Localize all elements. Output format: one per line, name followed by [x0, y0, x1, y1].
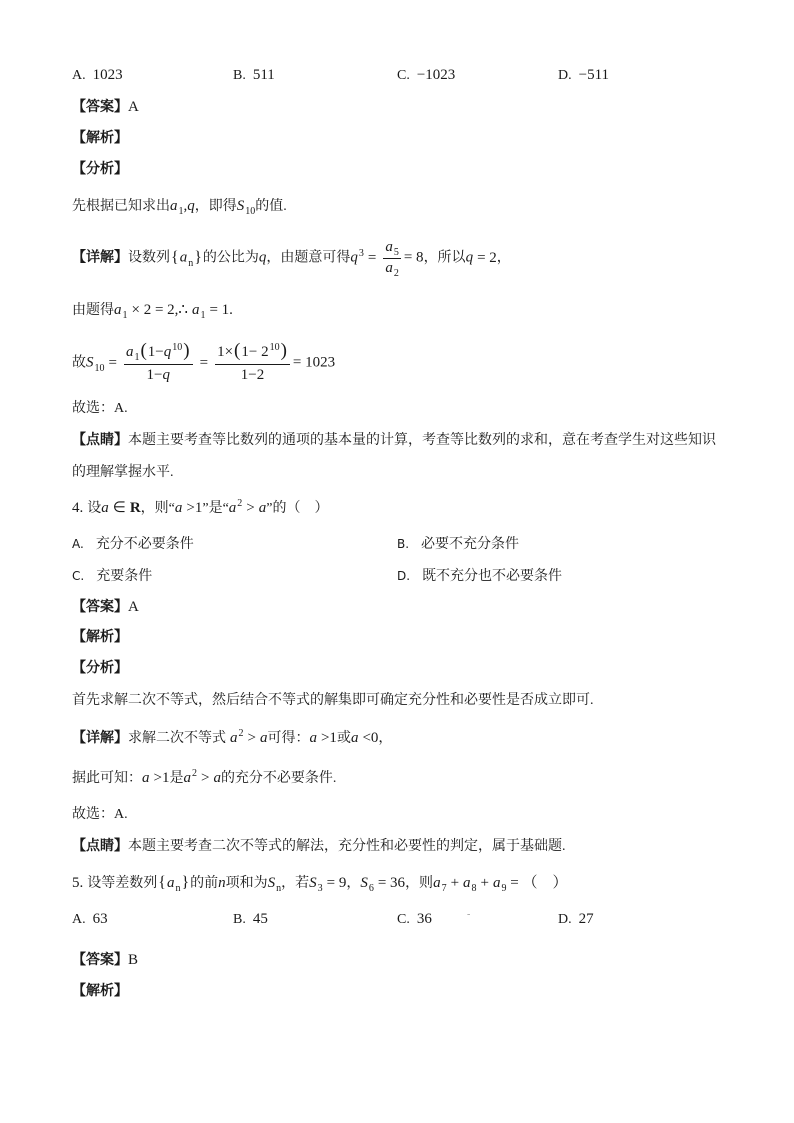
math-var: a	[309, 730, 317, 746]
math-var: a	[213, 770, 221, 786]
math-paren: (	[140, 340, 147, 361]
math-var: q	[163, 344, 172, 360]
text-run: ，若	[281, 876, 310, 891]
text-run: 的值.	[255, 199, 287, 214]
answer-tag: 【答案】	[72, 100, 128, 115]
math-var: q	[162, 367, 171, 383]
math-brace: {	[171, 248, 179, 266]
math-op: +	[480, 875, 489, 891]
math-paren: )	[280, 340, 287, 361]
q4-conclusion	[72, 805, 128, 825]
option-text: 充分不必要条件	[95, 537, 194, 552]
text-run: ，即得	[194, 199, 237, 214]
text-run: ，则“	[140, 501, 175, 516]
math-brace: {	[158, 874, 166, 891]
option-text: 必要不充分条件	[421, 537, 520, 552]
math-var: a	[142, 770, 150, 786]
q4-detail-line-1	[72, 728, 392, 748]
option-text: 充要条件	[96, 569, 153, 584]
math-set: R	[129, 500, 141, 516]
math-expr: = 9	[326, 875, 347, 891]
text-run: ，	[378, 731, 393, 746]
q4-analysis-text	[72, 691, 594, 711]
question-number: 5.	[72, 875, 84, 891]
option-text: 既不充分也不必要条件	[422, 569, 563, 584]
option-label: A.	[72, 68, 86, 83]
q4-options-row-1	[0, 534, 794, 554]
q5-options-row	[0, 909, 794, 929]
math-sub: n	[276, 883, 282, 894]
q4-remark	[72, 837, 566, 857]
text-run: 故选：A.	[72, 401, 128, 416]
fraction-numerator	[124, 342, 193, 365]
math-expr: 1−2	[240, 367, 265, 383]
math-sub: 3	[317, 883, 323, 894]
option-value: 36	[416, 911, 432, 927]
math-var: a	[179, 249, 188, 266]
option-value: 511	[252, 67, 275, 83]
math-var: q	[465, 249, 474, 266]
math-paren: (	[234, 340, 241, 361]
math-var: a	[493, 875, 501, 891]
fraction-numerator	[215, 342, 290, 365]
q4-options-row-2	[0, 566, 794, 586]
q3-analysis-text	[72, 196, 287, 216]
math-var: a	[230, 730, 238, 746]
math-sup: 10	[172, 342, 183, 353]
detail-tag: 【详解】	[72, 250, 128, 266]
math-var: S	[360, 875, 368, 891]
math-op: >	[247, 730, 256, 746]
q3-options-row	[0, 65, 794, 85]
math-sub: 10	[94, 362, 105, 374]
option-label: D.	[558, 68, 572, 83]
q3-remark-line-1	[72, 431, 716, 451]
q5-stem	[72, 873, 567, 893]
fraction-denominator	[215, 365, 290, 385]
q3-detail-line-3	[72, 340, 336, 383]
text-run: 先根据已知求出	[72, 199, 170, 214]
text-run: 或	[336, 731, 351, 746]
math-var: a	[101, 500, 109, 516]
math-sub: n	[188, 257, 194, 269]
text-run: 据此可知：	[72, 771, 142, 786]
option-label: C.	[397, 68, 410, 83]
math-op: +	[450, 875, 460, 891]
q3-detail-line-1	[72, 239, 511, 279]
math-var: S	[236, 198, 245, 214]
q3-option-a	[72, 65, 123, 86]
text-run: 设数列	[128, 250, 170, 266]
math-sub: 8	[471, 883, 477, 894]
text-run: 的充分不必要条件.	[220, 771, 337, 786]
math-var: S	[86, 354, 94, 371]
text-run: ”是“	[202, 501, 229, 516]
text-run: 首先求解二次不等式，然后结合不等式的解集即可确定充分性和必要性是否成立即可.	[72, 693, 594, 708]
math-var: a	[114, 302, 122, 318]
math-sub: 9	[501, 883, 507, 894]
remark-tag: 【点睛】	[72, 839, 128, 854]
math-var: a	[433, 875, 441, 891]
option-label: D.	[397, 569, 411, 583]
option-label: C.	[397, 912, 410, 927]
fraction	[383, 239, 401, 278]
fraction	[215, 342, 290, 385]
q3-answer-line	[72, 97, 139, 117]
math-op: >	[200, 770, 210, 786]
math-op: =	[108, 354, 117, 371]
option-label: A.	[72, 537, 84, 551]
text-run: 由题得	[72, 303, 114, 318]
math-op: ∈	[112, 500, 126, 516]
solution-tag: 【解析】	[72, 131, 128, 146]
text-run: 设等差数列	[87, 876, 158, 891]
option-value: 27	[578, 911, 594, 927]
math-expr: 1− 2	[241, 344, 269, 360]
q4-stem	[72, 498, 328, 518]
math-expr: = 36	[377, 875, 406, 891]
math-var: a	[350, 730, 359, 746]
math-expr: = 8	[403, 249, 424, 266]
math-expr: 1−	[147, 344, 164, 360]
math-var: a	[463, 875, 471, 891]
math-expr: = 1.	[209, 302, 233, 318]
text-run: 故	[72, 355, 86, 371]
math-sub: 1	[134, 352, 140, 363]
math-sub: 7	[441, 883, 447, 894]
fraction-denominator	[383, 259, 401, 278]
option-label: A.	[72, 912, 86, 927]
text-run: ，	[496, 250, 511, 266]
math-paren: )	[183, 340, 190, 361]
q5-solution-heading	[72, 982, 128, 1002]
fraction-denominator	[124, 365, 193, 385]
math-expr: 1×	[217, 344, 234, 360]
option-value: 1023	[92, 67, 123, 83]
math-var: a	[385, 239, 393, 255]
text-run: 设	[87, 501, 102, 516]
math-expr: × 2 = 2,∴	[131, 302, 188, 318]
math-var: a	[191, 302, 200, 318]
math-var: S	[267, 875, 276, 891]
q3-option-b	[233, 65, 275, 86]
math-var: S	[309, 875, 317, 891]
math-expr: 1−	[146, 367, 163, 383]
answer-value: B	[128, 952, 139, 968]
answer-tag: 【答案】	[72, 600, 128, 615]
option-label: D.	[558, 912, 572, 927]
q5-option-d	[558, 909, 594, 930]
text-run: 故选：A.	[72, 807, 128, 822]
math-expr: >1	[320, 730, 337, 746]
math-sub: 10	[245, 206, 256, 217]
math-op: >	[246, 500, 255, 516]
answer-value: A	[128, 99, 139, 115]
q4-solution-heading	[72, 628, 128, 648]
analysis-tag: 【分析】	[72, 661, 128, 676]
fraction-numerator	[383, 239, 401, 259]
option-label: B.	[233, 68, 246, 83]
q4-answer-line	[72, 597, 139, 617]
math-var: a	[228, 500, 237, 516]
math-op: =	[367, 249, 377, 266]
solution-tag: 【解析】	[72, 984, 128, 999]
math-sub: 1	[178, 206, 184, 217]
math-brace: }	[181, 874, 190, 891]
option-label: B.	[233, 912, 246, 927]
math-expr: = 2	[477, 249, 497, 266]
option-label: C.	[72, 569, 85, 583]
text-run: 本题主要考查等比数列的通项的基本量的计算，考查等比数列的求和，意在考查学生对这些知识	[128, 433, 716, 448]
math-var: a	[183, 770, 191, 786]
math-sup: 2	[237, 498, 243, 509]
math-sup: 2	[191, 768, 197, 779]
math-var: q	[187, 198, 195, 214]
math-var: q	[350, 249, 358, 266]
q5-answer-line	[72, 950, 138, 970]
math-op: =	[199, 354, 209, 371]
math-var: a	[258, 500, 267, 516]
q5-option-c	[397, 909, 432, 930]
text-run: 的理解掌握水平.	[72, 465, 174, 480]
math-sup: 10	[269, 342, 280, 353]
math-var: a	[174, 500, 183, 516]
option-value: 63	[92, 911, 108, 927]
answer-tag: 【答案】	[72, 953, 128, 968]
text-run: ，所以	[423, 250, 466, 266]
question-number: 4.	[72, 500, 84, 516]
q4-analysis-heading	[72, 659, 128, 679]
math-sub: 6	[368, 883, 374, 894]
detail-tag: 【详解】	[72, 731, 128, 746]
option-value: −1023	[416, 67, 456, 83]
q3-analysis-heading	[72, 160, 128, 180]
q3-detail-line-2	[72, 300, 233, 320]
math-var: a	[385, 260, 393, 276]
q4-option-a	[72, 534, 194, 555]
math-expr: >1	[153, 770, 170, 786]
text-run: ，由题意可得	[266, 250, 351, 266]
math-var: n	[218, 875, 226, 891]
math-expr: = 1023	[292, 354, 336, 371]
text-run: 是	[169, 771, 184, 786]
q3-solution-heading	[72, 129, 128, 149]
math-var: a	[259, 730, 268, 746]
math-expr: >1	[186, 500, 203, 516]
answer-value: A	[128, 599, 139, 615]
fraction	[124, 342, 193, 385]
analysis-tag: 【分析】	[72, 162, 128, 177]
text-run: 的公比为	[202, 250, 259, 266]
q3-remark-line-2	[72, 463, 174, 483]
math-var: a	[170, 198, 178, 214]
q4-option-d	[397, 566, 562, 587]
stray-mark: -	[467, 909, 471, 920]
text-run: 本题主要考查二次不等式的解法，充分性和必要性的判定，属于基础题.	[128, 839, 566, 854]
text-run: 的前	[190, 876, 219, 891]
math-sub: 1	[200, 310, 206, 321]
math-brace: }	[194, 248, 202, 266]
text-run: ，	[346, 876, 361, 891]
math-sub: 1	[122, 310, 128, 321]
text-run: 求解二次不等式	[128, 731, 226, 746]
math-sub: 5	[393, 247, 399, 258]
q4-detail-line-2	[72, 768, 336, 788]
math-expr: = （ ）	[506, 875, 568, 891]
math-sup: 3	[358, 247, 364, 259]
text-run: 可得：	[267, 731, 310, 746]
math-sub: 2	[393, 268, 399, 279]
q3-option-c	[397, 65, 455, 86]
math-expr: <0	[362, 730, 379, 746]
q5-option-a	[72, 909, 108, 930]
text-run: ，则	[405, 876, 434, 891]
solution-tag: 【解析】	[72, 630, 128, 645]
math-sep: ,	[183, 198, 188, 214]
q3-conclusion	[72, 399, 128, 419]
option-value: 45	[252, 911, 268, 927]
q5-option-b	[233, 909, 268, 930]
math-var: q	[258, 249, 267, 266]
math-sub: n	[175, 883, 181, 894]
option-value: −511	[578, 67, 610, 83]
math-var: a	[166, 875, 175, 891]
option-label: B.	[397, 537, 410, 551]
q4-option-b	[397, 534, 519, 555]
remark-tag: 【点睛】	[72, 433, 128, 448]
math-var: a	[125, 344, 134, 360]
q4-option-c	[72, 566, 152, 587]
text-run: 项和为	[225, 876, 268, 891]
text-run: ”的（ ）	[266, 501, 329, 516]
math-sup: 2	[238, 728, 244, 739]
q3-option-d	[558, 65, 609, 86]
